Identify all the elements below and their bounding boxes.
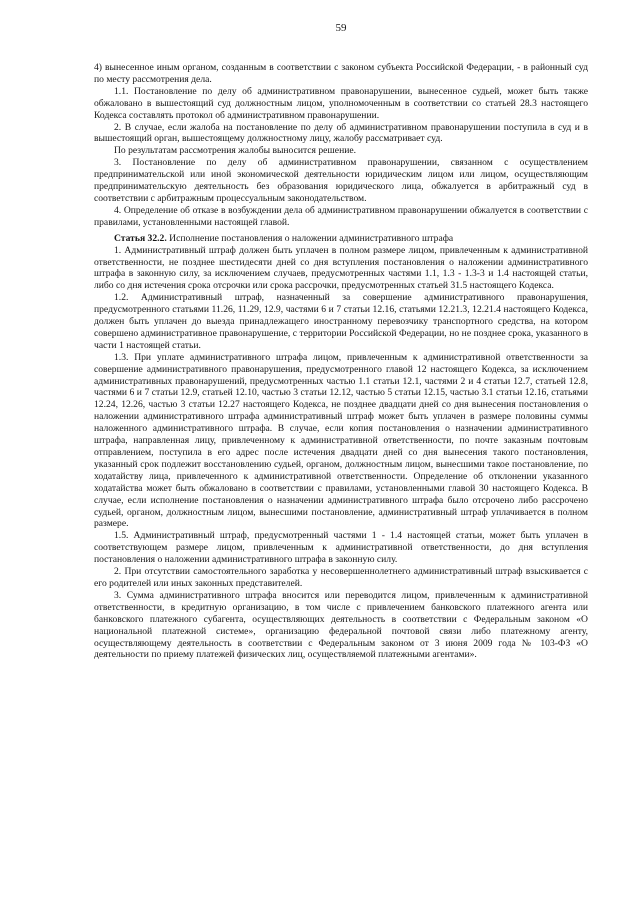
paragraph-1-1: 1.1. Постановление по делу об административном правонарушении, вынесенное судьей, может быть также обжаловано в вышестоящий суд должностным лицом, уполномоченным в соответствии со статьей 28.3 настоящего Кодекса составлять протокол об административном правонарушении. [94,85,588,121]
article-heading [94,233,588,245]
paragraph-decision: По результатам рассмотрения жалобы выносится решение. [114,145,356,157]
paragraph-2: 2. В случае, если жалоба на постановление по делу об административном правонарушении поступила в суд и в вышестоящий орган, вышестоящему должностному лицу, жалобу рассматривает суд. [94,121,588,145]
article-paragraph-1-5: 1.5. Административный штраф, предусмотренный частями 1 - 1.4 настоящей статьи, может быть уплачен в соответствующем размере лицом, привлеченным к административной ответственности, до дня вступления постановления о наложении административного штрафа в законную силу. [94,530,588,566]
article-paragraph-1-3: 1.3. При уплате административного штрафа лицом, привлеченным к административной ответственности за совершение административного правонарушения, предусмотренного главой 12 настоящего Кодекса, за исключением административных правонарушений, предусмотренных частью 1.1 статьи 12.1, частями 2 и 4 статьи 12.7, статьей 12.8, частями 6 и 7 статьи 12.9, статьей 12.10, частью 3 статьи 12.12, частью 5 статьи 12.15, частью 3.1 статьи 12.16, статьями 12.24, 12.26, частью 3 статьи 12.27 настоящего Кодекса, не позднее двадцати дней со дня вынесения постановления о наложении административного штрафа административный штраф может быть уплачен в размере половины суммы наложенного административного штрафа. В случае, если копия постановления о назначении административного штрафа, направленная лицу, привлеченному к административной ответственности, по почте заказным почтовым отправлением, поступила в его адрес после истечения двадцати дней со дня вынесения такого постановления, указанный срок подлежит восстановлению судьей, органом, должностным лицом, вынесшими такое постановление, по ходатайству лица, привлеченного к административной ответственности. Определение об отклонении указанного ходатайства может быть обжаловано в соответствии с правилами, установленными главой 30 настоящего Кодекса. В случае, если исполнение постановления о назначении административного штрафа было отсрочено либо рассрочено судьей, органом, должностным лицом, вынесшими постановление, административный штраф уплачивается в полном размере. [94,351,588,530]
article-number: Статья 32.2. [114,232,167,244]
document-body [94,62,588,661]
paragraph-4: 4. Определение об отказе в возбуждении дела об административном правонарушении обжалуется в соответствии с правилами, установленными настоящей главой. [94,204,588,228]
article-title: Исполнение постановления о наложении административного штрафа [166,232,454,244]
article-paragraph-1-2: 1.2. Административный штраф, назначенный за совершение административного правонарушения, предусмотренного статьями 11.26, 11.29, 12.9, частями 6 и 7 статьи 12.16, статьями 12.21.3, 12.21.4 настоящего Кодекса, должен быть уплачен до выезда принадлежащего иностранному перевозчику транспортного средства, на котором совершено административное правонарушение, с территории Российской Федерации, но не позднее срока, указанного в части 1 настоящей статьи. [94,292,588,351]
paragraph-3: 3. Постановление по делу об административном правонарушении, связанном с осуществлением предпринимательской или иной экономической деятельности юридическим лицом или лицом, осуществляющим предпринимательскую деятельность без образования юридического лица, обжалуется в арбитражный суд в соответствии с арбитражным процессуальным законодательством. [94,157,588,204]
article-paragraph-3: 3. Сумма административного штрафа вносится или переводится лицом, привлеченным к административной ответственности, в кредитную организацию, в том числе с привлечением банковского платежного агента или банковского платежного субагента, осуществляющих деятельность в соответствии с Федеральным законом «О национальной платежной системе», организацию федеральной почтовой связи либо платежному агенту, осуществляющему деятельность в соответствии с Федеральным законом от 3 июня 2009 года № 103-ФЗ «О деятельности по приему платежей физических лиц, осуществляемой платежными агентами». [94,589,588,661]
paragraph-clause-4: 4) вынесенное иным органом, созданным в соответствии с законом субъекта Российской Федерации, - в районный суд по месту рассмотрения дела. [94,62,588,85]
article-paragraph-2: 2. При отсутствии самостоятельного заработка у несовершеннолетнего административный штраф взыскивается с его родителей или иных законных представителей. [94,566,588,589]
article-paragraph-1: 1. Административный штраф должен быть уплачен в полном размере лицом, привлеченным к административной ответственности, не позднее шестидесяти дней со дня вступления постановления о наложении административного штрафа в законную силу, за исключением случаев, предусмотренных частями 1.1, 1.3 - 1.3-3 и 1.4 настоящей статьи, либо со дня истечения срока отсрочки или срока рассрочки, предусмотренных статьей 31.5 настоящего Кодекса. [94,244,588,292]
page-number: 59 [335,22,347,34]
